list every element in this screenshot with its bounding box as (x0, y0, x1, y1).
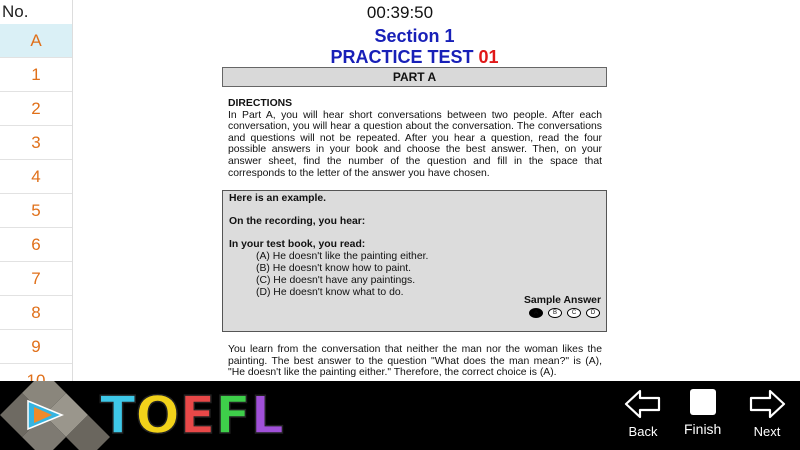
logo-letter-e: E (179, 386, 216, 446)
toefl-logo (100, 387, 284, 445)
question-item[interactable]: 3 (0, 126, 72, 160)
finish-label: Finish (684, 421, 722, 437)
question-item[interactable]: 4 (0, 160, 72, 194)
question-item[interactable]: 9 (0, 330, 72, 364)
question-item[interactable]: 6 (0, 228, 72, 262)
answer-bubble-d: D (586, 308, 600, 318)
example-option-a: (A) He doesn't like the painting either. (256, 251, 429, 262)
part-title-bar: PART A (222, 67, 607, 87)
question-item[interactable]: 7 (0, 262, 72, 296)
logo-tiles-icon (0, 381, 110, 450)
next-button[interactable] (748, 389, 786, 439)
logo-letter-t: T (100, 386, 136, 446)
question-item[interactable]: A (0, 24, 72, 58)
back-button[interactable] (624, 389, 662, 439)
arrow-right-icon (748, 389, 786, 419)
answer-bubble-c: C (567, 308, 581, 318)
practice-test-number: 01 (478, 47, 499, 67)
finish-square-icon (690, 389, 716, 415)
finish-button[interactable] (684, 389, 721, 437)
question-item[interactable]: 1 (0, 58, 72, 92)
practice-test-title (222, 47, 607, 68)
bottom-bar (0, 381, 800, 450)
back-label: Back (628, 424, 658, 439)
sample-answer-bubbles (529, 308, 600, 318)
answer-bubble-b: B (548, 308, 562, 318)
example-option-d: (D) He doesn't know what to do. (256, 287, 404, 298)
page-header (222, 26, 607, 68)
logo-letter-o: O (135, 386, 180, 446)
example-recording: On the recording, you hear: (229, 216, 366, 227)
directions-title: DIRECTIONS (228, 98, 293, 109)
practice-test-label: PRACTICE TEST (330, 47, 474, 67)
timer: 00:39:50 (366, 3, 434, 22)
logo-letter-l: L (250, 386, 284, 446)
example-option-b: (B) He doesn't know how to paint. (256, 263, 412, 274)
question-item[interactable]: 2 (0, 92, 72, 126)
section-title: Section 1 (374, 26, 455, 46)
answer-bubble-a: A (529, 308, 543, 318)
example-book: In your test book, you read: (229, 239, 366, 250)
explanation-text: You learn from the conversation that neither the man nor the woman likes the painting. The best answer to the question "What does the man mean?" is (A), "He doesn't like the painting either." Therefore, the correct choice is (A). (228, 344, 602, 379)
sidebar-header: No. (2, 2, 29, 21)
directions-text: In Part A, you will hear short conversations between two people. After each conversation, you will hear a question about the conversation. The conversations and questions will not be repeated. After you hear a question, read the four possible answers in your book and choose the best answer. Then, on your answer sheet, find the number of the question and fill in the space that corresponds to the letter of the answer you have chosen. (228, 109, 602, 179)
example-option-c: (C) He doesn't have any paintings. (256, 275, 416, 286)
logo-letter-f: F (215, 386, 251, 446)
question-list (0, 24, 72, 398)
next-label: Next (753, 424, 781, 439)
question-sidebar (0, 0, 73, 381)
question-item[interactable]: 5 (0, 194, 72, 228)
arrow-left-icon (624, 389, 662, 419)
example-intro: Here is an example. (229, 193, 327, 204)
sample-answer-label: Sample Answer (524, 295, 601, 306)
directions-block (228, 98, 602, 179)
example-box (222, 190, 607, 332)
question-item[interactable]: 8 (0, 296, 72, 330)
